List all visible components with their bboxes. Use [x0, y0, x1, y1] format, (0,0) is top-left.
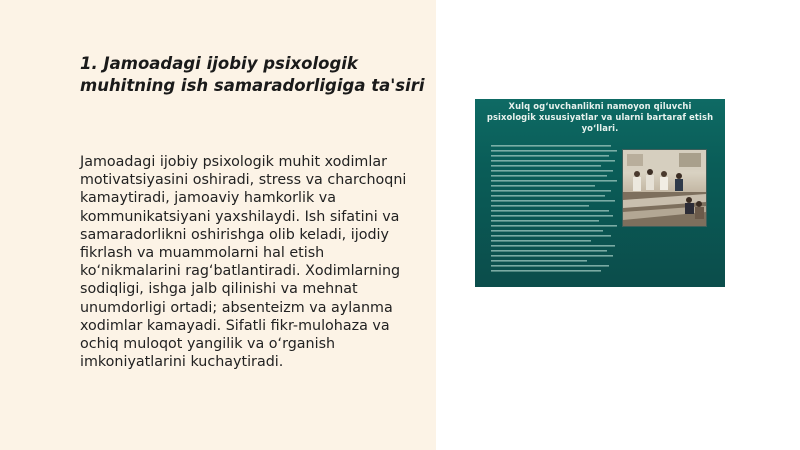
slide-title: 1. Jamoadagi ijobiy psixologik muhitning ish samaradorligiga ta'siri [80, 54, 425, 95]
slide-body-text: Jamoadagi ijobiy psixologik muhit xodimlar motivatsiyasini oshiradi, stress va charchoqni kamaytiradi, jamoaviy hamkorlik va kommunikatsiyani yaxshilaydi. Ish sifatini va samaradorlikni oshirishga olib keladi, ijodiy fikrlash va muammolarni hal etish ko‘nikmalarini rag‘batlantiradi. Xodimlarning sodiqligi, ishga jalb qilinishi va mehnat unumdorligi ortadi; absenteizm va aylanma xodimlar kamayadi. Sifatli fikr-mulohaza va ochiq muloqot yangilik va o‘rganish imkoniyatlarini kuchaytiradi. [80, 154, 407, 371]
embedded-slide-title: Xulq og‘uvchanlikni namoyon qiluvchi psixologik xususiyatlar va ularni bartaraf etish yo‘llari. [486, 101, 714, 133]
embedded-slide-text-lines [487, 143, 622, 278]
embedded-slide-image [475, 99, 725, 287]
classroom-photo [622, 149, 707, 227]
classroom-photo-drawing [623, 150, 706, 226]
